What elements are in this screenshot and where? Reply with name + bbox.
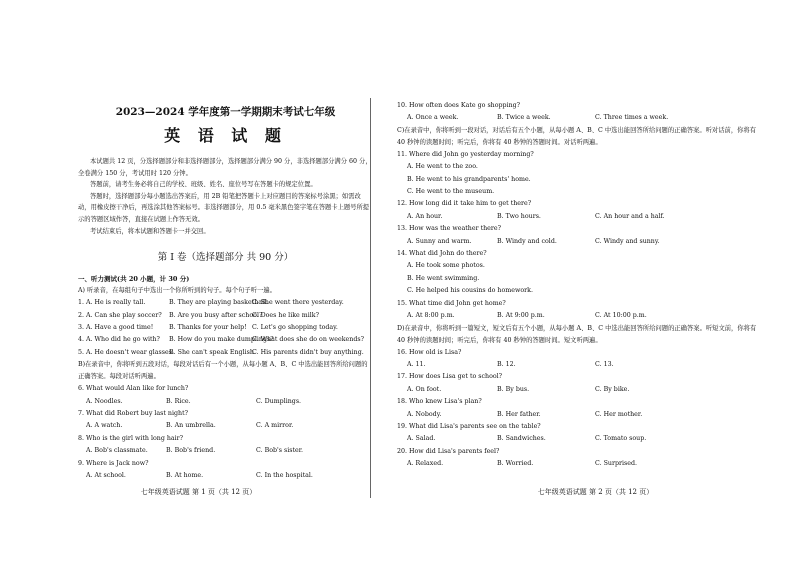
option: A. An hour. xyxy=(407,212,443,220)
option: A. He took some photos. xyxy=(407,262,485,270)
option: B. By bus. xyxy=(497,385,530,393)
option: A. 11. xyxy=(407,360,426,368)
option: C. He helped his cousins do homework. xyxy=(407,287,533,295)
option: C. He went to the museum. xyxy=(407,188,495,196)
question-text: 17. How does Lisa get to school? xyxy=(397,373,503,381)
option: C. A mirror. xyxy=(256,422,294,430)
option: C. Windy and sunny. xyxy=(595,237,660,245)
option: B. He went to his grandparents' home. xyxy=(407,175,531,183)
notice-paragraph: 本试题共 12 页，分选择题部分和非选择题部分，选择题部分满分 90 分，非选择题部分满分 60 分，全卷满分 150 分，考试用时 120 分钟。 xyxy=(78,158,372,177)
exam-title-line1: 2023—2024 学年度第一学期期末考试七年级 xyxy=(115,106,336,118)
option: B. Bob's friend. xyxy=(166,447,216,455)
options-row xyxy=(397,359,762,371)
option: C. 13. xyxy=(595,360,614,368)
option: B. Windy and cold. xyxy=(497,237,557,245)
option: C. By bike. xyxy=(595,385,630,393)
option: A. Bob's classmate. xyxy=(86,447,148,455)
option: 2. A. Can she play soccer? xyxy=(78,311,162,319)
section-d-instructions: D)在录音中，你将听到一篇短文，短文后有五个小题，从每小题 A、B、C 中选出能回答所给问题的正确答案。听短文前，你将有 40 秒钟的读题时间；听完后，你将有 40 秒钟的答题时间。短文听两遍。 xyxy=(397,324,757,344)
option: 3. A. Have a good time! xyxy=(78,323,154,331)
question-row xyxy=(78,322,373,334)
options-row xyxy=(78,420,373,432)
page-2 xyxy=(397,0,794,561)
question-row xyxy=(78,310,373,322)
option: B. He went swimming. xyxy=(407,274,480,282)
option: B. Her father. xyxy=(497,410,541,418)
option: B. Thanks for your help! xyxy=(169,323,247,331)
option: B. How do you make dumplings? xyxy=(169,336,274,344)
option: A. Relaxed. xyxy=(407,460,444,468)
question-row xyxy=(78,334,373,346)
option: B. Are you busy after school? xyxy=(169,311,263,319)
section-c-instructions: C)在录音中，你将听到一段对话，对话后有五个小题，从每小题 A、B、C 中选出能回答所给问题的正确答案。听对话前，你将有 40 秒钟的读题时间；听完后，你将有 40 秒钟的答题时间。对话听两遍。 xyxy=(397,126,757,146)
option: A. Nobody. xyxy=(407,410,442,418)
option: A. Once a week. xyxy=(407,114,459,122)
option: C. Bob's sister. xyxy=(256,447,304,455)
options-row xyxy=(78,470,373,482)
option: C. An hour and a half. xyxy=(595,212,665,220)
option: C. Let's go shopping today. xyxy=(252,323,338,331)
option: A. A watch. xyxy=(86,422,123,430)
option: A. Sunny and warm. xyxy=(407,237,472,245)
option: B. At home. xyxy=(166,472,204,480)
option: A. Noodles. xyxy=(86,397,123,405)
option: C. At 10:00 p.m. xyxy=(595,312,647,320)
question-text: 16. How old is Lisa? xyxy=(397,348,462,356)
option: A. On foot. xyxy=(407,385,442,393)
notice-paragraph: 考试结束后，将本试题和答题卡一并交回。 xyxy=(90,227,210,235)
question-text: 19. What did Lisa's parents see on the table? xyxy=(397,422,541,430)
notice-paragraph: 答题时，选择题部分每小题选出答案后，用 2B 铅笔把答题卡上对应题目的答案标号涂黑；如需改动，用橡皮擦干净后，再选涂其他答案标号。非选择题部分，用 0.5 毫米黑色签字笔在答题卡上题号所提示的答题区域作答，直接在试题上作答无效。 xyxy=(78,192,370,223)
option: C. Dumplings. xyxy=(256,397,302,405)
question-text: 20. How did Lisa's parents feel? xyxy=(397,447,500,455)
options-row xyxy=(397,458,762,470)
options-row xyxy=(397,112,762,124)
option: B. An umbrella. xyxy=(166,422,216,430)
option: 4. A. Who did he go with? xyxy=(78,336,160,344)
option: B. At 9:00 p.m. xyxy=(497,312,545,320)
options-row xyxy=(397,433,762,445)
question-text: 15. What time did John get home? xyxy=(397,299,506,307)
option: C. His parents didn't buy anything. xyxy=(252,348,364,356)
question-text: 8. Who is the girl with long hair? xyxy=(78,434,184,442)
question-row xyxy=(78,347,373,359)
question-text: 10. How often does Kate go shopping? xyxy=(397,102,521,109)
option: A. At school. xyxy=(86,472,126,480)
question-text: 11. Where did John go yesterday morning? xyxy=(397,150,534,158)
option: B. Sandwiches. xyxy=(497,435,546,443)
part-title: 第 I 卷（选择题部分 共 90 分） xyxy=(157,252,294,264)
option: B. She can't speak English. xyxy=(169,348,256,356)
options-row xyxy=(397,211,762,223)
option: C. In the hospital. xyxy=(256,472,313,480)
option: A. Salad. xyxy=(407,435,436,443)
option: C. Tomato soup. xyxy=(595,435,647,443)
option: B. Worried. xyxy=(497,460,534,468)
option: B. They are playing basketball. xyxy=(169,299,269,307)
options-row xyxy=(397,384,762,396)
option: 5. A. He doesn't wear glasses. xyxy=(78,348,174,356)
question-text: 6. What would Alan like for lunch? xyxy=(78,385,189,393)
page-footer-right: 七年级英语试题 第 2 页（共 12 页） xyxy=(537,488,654,496)
option: B. Two hours. xyxy=(497,212,541,220)
option: B. Rice. xyxy=(166,397,191,405)
section-title: 一、听力测试(共 20 小题，计 30 分) xyxy=(78,275,190,284)
option: C. Her mother. xyxy=(595,410,643,418)
option: B. Twice a week. xyxy=(497,114,551,122)
option: C. She went there yesterday. xyxy=(252,299,344,307)
exam-notice xyxy=(78,156,373,237)
notice-paragraph: 答题前，请考生务必将自己的学校、班级、姓名、座位号写在答题卡的规定位置。 xyxy=(90,181,317,189)
column-divider xyxy=(370,98,371,498)
options-row xyxy=(78,396,373,408)
option: B. 12. xyxy=(497,360,516,368)
option: A. At 8:00 p.m. xyxy=(407,312,455,320)
page-footer-left: 七年级英语试题 第 1 页（共 12 页） xyxy=(140,488,257,496)
option: A. He went to the zoo. xyxy=(407,163,478,171)
question-row xyxy=(78,297,373,309)
options-row xyxy=(397,310,762,322)
question-text: 9. Where is Jack now? xyxy=(78,459,149,467)
question-text: 7. What did Robert buy last night? xyxy=(78,410,188,417)
options-row xyxy=(397,236,762,248)
exam-title-line2: 英 语 试 题 xyxy=(164,126,287,145)
options-row xyxy=(397,409,762,421)
question-text: 18. Who knew Lisa's plan? xyxy=(397,398,482,406)
question-text: 12. How long did it take him to get there? xyxy=(397,200,532,208)
option: C. What does she do on weekends? xyxy=(252,336,364,344)
section-b-instructions: B)在录音中，你将听到五段对话，每段对话后有一个小题，从每小题 A、B、C 中选出能回答所给问题的正确答案。每段对话听两遍。 xyxy=(78,361,368,381)
options-row xyxy=(78,445,373,457)
option: C. Three times a week. xyxy=(595,114,669,122)
question-text: 14. What did John do there? xyxy=(397,250,487,258)
option: 1. A. He is really tall. xyxy=(78,299,146,307)
question-text: 13. How was the weather there? xyxy=(397,225,502,233)
section-a-instructions: A) 听录音，在每组句子中选出一个你所听到的句子。每个句子听一遍。 xyxy=(78,287,276,295)
option: C. Does he like milk? xyxy=(252,311,319,319)
option: C. Surprised. xyxy=(595,460,638,468)
